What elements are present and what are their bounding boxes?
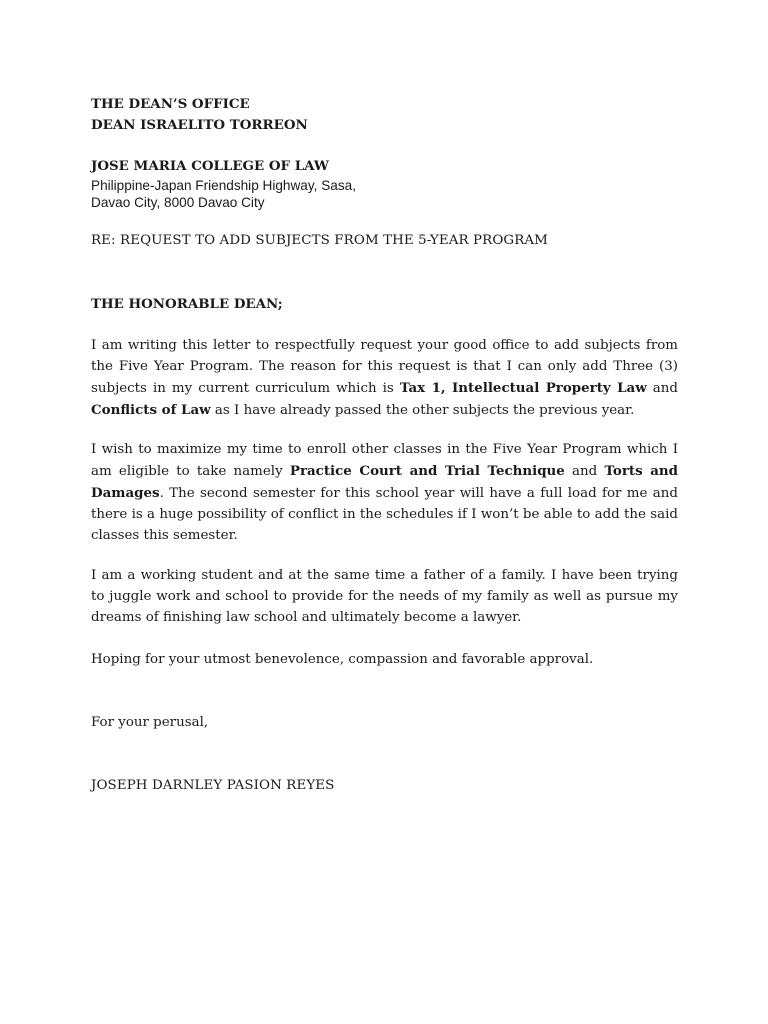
closing: For your perusal, bbox=[91, 715, 209, 730]
paragraph-4: Hoping for your utmost benevolence, compassion and favorable approval. bbox=[91, 652, 594, 667]
highlight-subjects-2: Conflicts of Law bbox=[91, 401, 211, 418]
college-block bbox=[91, 156, 678, 211]
college-name: JOSE MARIA COLLEGE OF LAW bbox=[91, 158, 329, 174]
paragraph-1: I am writing this letter to respectfully request your good office to add subjects from the Five Year Program. The reason for this request is that I can only add Three (3) subjects in my current curriculum which is Tax 1, Intellectual Property Law and Conflicts of Law as I have already passed the other subjects the previous year. bbox=[91, 338, 678, 418]
paragraph-3: I am a working student and at the same time a father of a family. I have been trying to juggle work and school to provide for the needs of my family as well as pursue my dreams of finishing law school and ultimately become a lawyer. bbox=[91, 568, 678, 625]
office-name: THE DEAN’S OFFICE bbox=[91, 96, 250, 112]
highlight-subjects-1: Tax 1, Intellectual Property Law bbox=[399, 379, 647, 396]
subject-line: RE: REQUEST TO ADD SUBJECTS FROM THE 5-YEAR PROGRAM bbox=[91, 233, 548, 248]
highlight-classes-2: Torts and Damages bbox=[91, 462, 679, 501]
addressee-block bbox=[91, 94, 678, 135]
signature-name: JOSEPH DARNLEY PASION REYES bbox=[91, 778, 335, 793]
highlight-classes-1: Practice Court and Trial Technique bbox=[289, 462, 565, 479]
address-line-2: Davao City, 8000 Davao City bbox=[91, 194, 265, 210]
dean-name: DEAN ISRAELITO TORREON bbox=[91, 116, 308, 133]
paragraph-2: I wish to maximize my time to enroll other classes in the Five Year Program which I am eligible to take namely Practice Court and Trial Technique and Torts and Damages. The second semester for this school year will have a full load for me and there is a huge possibility of conflict in the schedules if I won’t be able to add the said classes this semester. bbox=[91, 442, 679, 543]
address-line-1: Philippine-Japan Friendship Highway, Sasa, bbox=[91, 177, 356, 193]
salutation: THE HONORABLE DEAN; bbox=[91, 296, 283, 312]
